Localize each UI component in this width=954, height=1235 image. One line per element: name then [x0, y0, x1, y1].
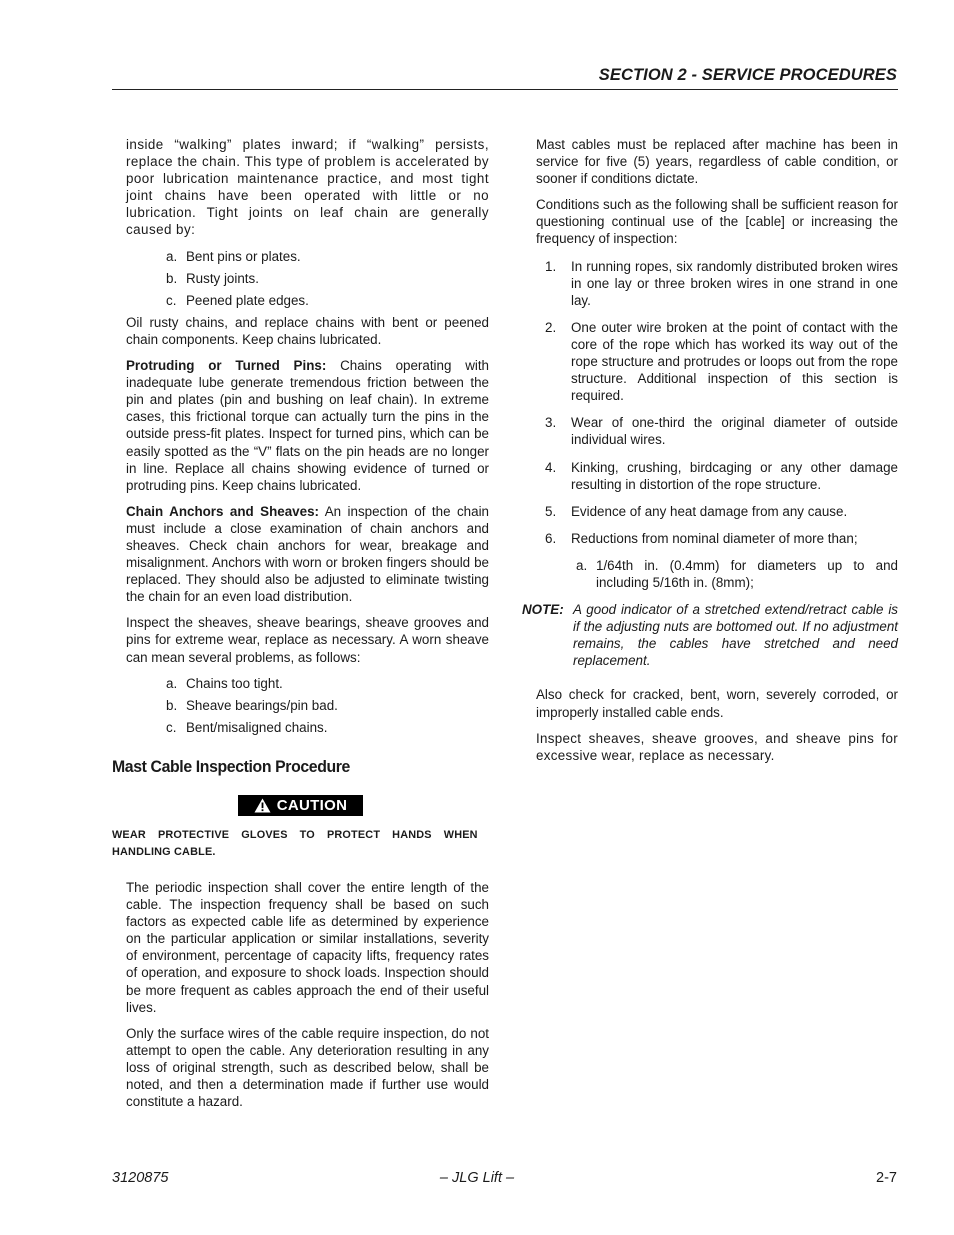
problems-list [126, 675, 489, 736]
list-item: c. Bent/misaligned chains. [166, 719, 328, 735]
list-item: b. Rusty joints. [166, 270, 259, 286]
list-item: b. Sheave bearings/pin bad. [166, 697, 338, 713]
causes-list [126, 248, 489, 309]
list-item: 3. Wear of one-third the original diameter of outside individual wires. [545, 415, 898, 448]
list-item: 5. Evidence of any heat damage from any cause. [545, 503, 848, 519]
list-item: 6. Reductions from nominal diameter of more than; [545, 530, 858, 546]
chain-anchors-label: Chain Anchors and Sheaves: [126, 503, 319, 519]
note-label: NOTE: [522, 602, 564, 618]
list-item: 4. Kinking, crushing, birdcaging or any other damage resulting in distortion of the rope structure. [545, 459, 898, 492]
cable-ends-paragraph: Also check for cracked, bent, worn, severely corroded, or improperly installed cable ends. [536, 687, 898, 720]
note-block [522, 601, 898, 669]
right-column [522, 136, 898, 773]
caution-badge: CAUTION [238, 795, 363, 816]
section-title: SECTION 2 - SERVICE PROCEDURES [598, 66, 897, 84]
sheaves-paragraph: Inspect the sheaves, sheave bearings, sheave grooves and pins for extreme wear, replace as necessary. A worn sheave can mean several problems, as follows: [126, 615, 489, 665]
list-item: 2. One outer wire broken at the point of contact with the core of the rope which has worked its way out of the rope structure and protrudes or loops out from the rope structure. Additional inspection of this section is required. [545, 319, 898, 404]
surface-wires-paragraph: Only the surface wires of the cable require inspection, do not attempt to open the cable. Any deterioration resulting in any loss of original strength, such as described below, shall be noted, and then a determination made if further use would constitute a hazard. [126, 1025, 489, 1110]
section-heading: Mast Cable Inspection Procedure [112, 756, 350, 776]
oil-paragraph: Oil rusty chains, and replace chains with bent or peened chain components. Keep chains lubricated. [126, 314, 489, 347]
warning-triangle-icon [254, 798, 271, 813]
caution-text: WEAR PROTECTIVE GLOVES TO PROTECT HANDS WHEN HANDLING CABLE. [112, 829, 478, 858]
conditions-list [536, 258, 898, 547]
list-item: a. Chains too tight. [166, 675, 283, 691]
note-text: A good indicator of a stretched extend/retract cable is if the adjusting nuts are bottomed out. If no adjustment remains, the cables have stretched and need replacement. [573, 602, 898, 669]
periodic-inspection-paragraph: The periodic inspection shall cover the entire length of the cable. The inspection frequency shall be based on such factors as expected cable life as determined by experience on the particular application or similar installations, severity of environment, percentage of capacity lifts, frequency rates of operation, and exposure to shock loads. Inspection should be more frequent as cables approach the end of their useful lives. [126, 880, 489, 1015]
intro-paragraph: inside “walking” plates inward; if “walking” persists, replace the chain. This type of problem is accelerated by poor lubrication maintenance practice, and most tight joint chains have been operated with little or no lubrication. Tight joints on leaf chain are generally caused by: [126, 137, 489, 238]
protruding-pins-paragraph: Protruding or Turned Pins: Chains operating with inadequate lube generate tremendous friction between the pin and plates (pin and bushing on leaf chain). In extreme cases, this frictional torque can actually turn the pins in the outside press-fit plates. Inspect for turned pins, which can be easily spotted as the “V” flats on the pin heads are no longer in line. Replace all chains showing evidence of turned or protruding pins. Keep chains lubricated. [126, 358, 490, 493]
left-column [112, 136, 490, 1119]
footer-brand: – JLG Lift – [439, 1170, 515, 1186]
caution-block [112, 795, 489, 861]
doc-number: 3120875 [112, 1170, 169, 1186]
page-number: 2-7 [876, 1170, 897, 1186]
list-item: a. Bent pins or plates. [166, 248, 301, 264]
sub-list-item: a. 1/64th in. (0.4mm) for diameters up to and including 5/16th in. (8mm); [576, 557, 898, 590]
header-rule [112, 89, 898, 90]
list-item: c. Peened plate edges. [166, 292, 309, 308]
conditions-paragraph: Conditions such as the following shall be sufficient reason for questioning continual use of the [cable] or increasing the frequency of inspection: [536, 197, 898, 247]
chain-anchors-paragraph: Chain Anchors and Sheaves: An inspection of the chain must include a close examination of chain anchors and sheaves. Check chain anchors for wear, breakage and misalignment. Anchors with worn or broken fingers should be replaced. They should also be adjusted to eliminate twisting the chain for an even load distribution. [126, 503, 489, 605]
list-item: 1. In running ropes, six randomly distributed broken wires in one lay or three broken wires in one strand in one lay. [545, 258, 898, 308]
replace-paragraph: Mast cables must be replaced after machine has been in service for five (5) years, regardless of cable condition, or sooner if conditions dictate. [536, 137, 898, 187]
protruding-pins-label: Protruding or Turned Pins: [126, 358, 327, 374]
sheave-pins-paragraph: Inspect sheaves, sheave grooves, and sheave pins for excessive wear, replace as necessary. [536, 730, 898, 763]
